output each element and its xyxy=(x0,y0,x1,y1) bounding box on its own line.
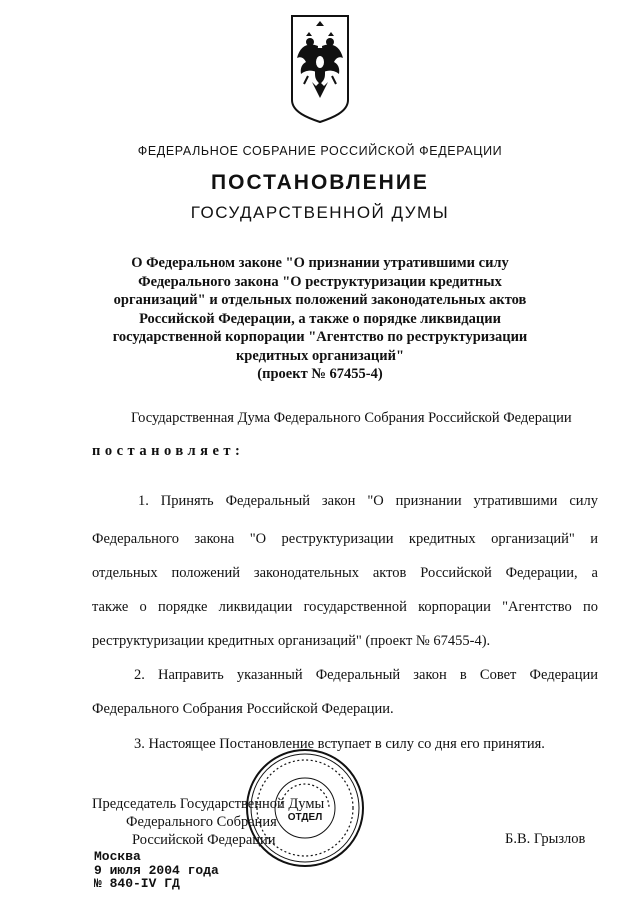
round-stamp-icon xyxy=(243,746,367,870)
paragraph-3: 3. Настоящее Постановление вступает в силу со дня его принятия. xyxy=(134,736,545,752)
paragraph-2-line: Федерального Собрания Российской Федерации. xyxy=(92,701,394,717)
heading-line: О Федеральном законе "О признании утратившими силу xyxy=(131,255,509,271)
double-headed-eagle-icon xyxy=(288,12,352,124)
stamp-center-text: ОТДЕЛ xyxy=(287,812,323,823)
footer-date: 9 июля 2004 года xyxy=(94,862,219,878)
signatory-title-line: Федерального Собрания xyxy=(126,814,277,830)
footer-number: № 840-IV ГД xyxy=(94,876,180,891)
signatory-title-line: Председатель Государственной Думы xyxy=(92,796,325,812)
heading-line: (проект № 67455-4) xyxy=(257,366,383,382)
paragraph-1-line: также о порядке ликвидации государственной корпорации "Агентство по xyxy=(92,599,598,615)
resolution-heading xyxy=(100,254,540,384)
official-stamp xyxy=(243,746,367,870)
heading-line: организаций" и отдельных положений законодательных актов xyxy=(113,292,527,308)
decides-word: постановляет: xyxy=(92,443,245,459)
signatory-title-line: Российской Федерации xyxy=(132,832,276,848)
document-type-title: ПОСТАНОВЛЕНИЕ xyxy=(211,171,429,194)
paragraph-2-line: 2. Направить указанный Федеральный закон в Совет Федерации xyxy=(134,667,598,683)
heading-line: Федерального закона "О реструктуризации кредитных xyxy=(138,273,502,290)
footer-city: Москва xyxy=(94,849,141,864)
parliament-name: ФЕДЕРАЛЬНОЕ СОБРАНИЕ РОССИЙСКОЙ ФЕДЕРАЦИИ xyxy=(137,144,503,158)
signatory-name: Б.В. Грызлов xyxy=(505,831,586,847)
issuer-subtitle: ГОСУДАРСТВЕННОЙ ДУМЫ xyxy=(190,203,450,222)
coat-of-arms-emblem xyxy=(288,12,352,124)
paragraph-1-line: реструктуризации кредитных организаций" (проект № 67455-4). xyxy=(92,633,491,649)
document-footer xyxy=(94,850,219,891)
paragraph-1-line: 1. Принять Федеральный закон "О признании утратившими силу xyxy=(138,493,598,509)
heading-line: кредитных организаций" xyxy=(235,347,405,364)
heading-line: Российской Федерации, а также о порядке ликвидации xyxy=(139,310,501,327)
paragraph-1-line: отдельных положений законодательных актов Российской Федерации, а xyxy=(92,565,598,581)
intro-paragraph: Государственная Дума Федерального Собрания Российской Федерации xyxy=(131,410,572,426)
heading-line: государственной корпорации "Агентство по реструктуризации xyxy=(112,329,528,345)
paragraph-1-line: Федерального закона "О реструктуризации кредитных организаций" и xyxy=(92,531,598,547)
